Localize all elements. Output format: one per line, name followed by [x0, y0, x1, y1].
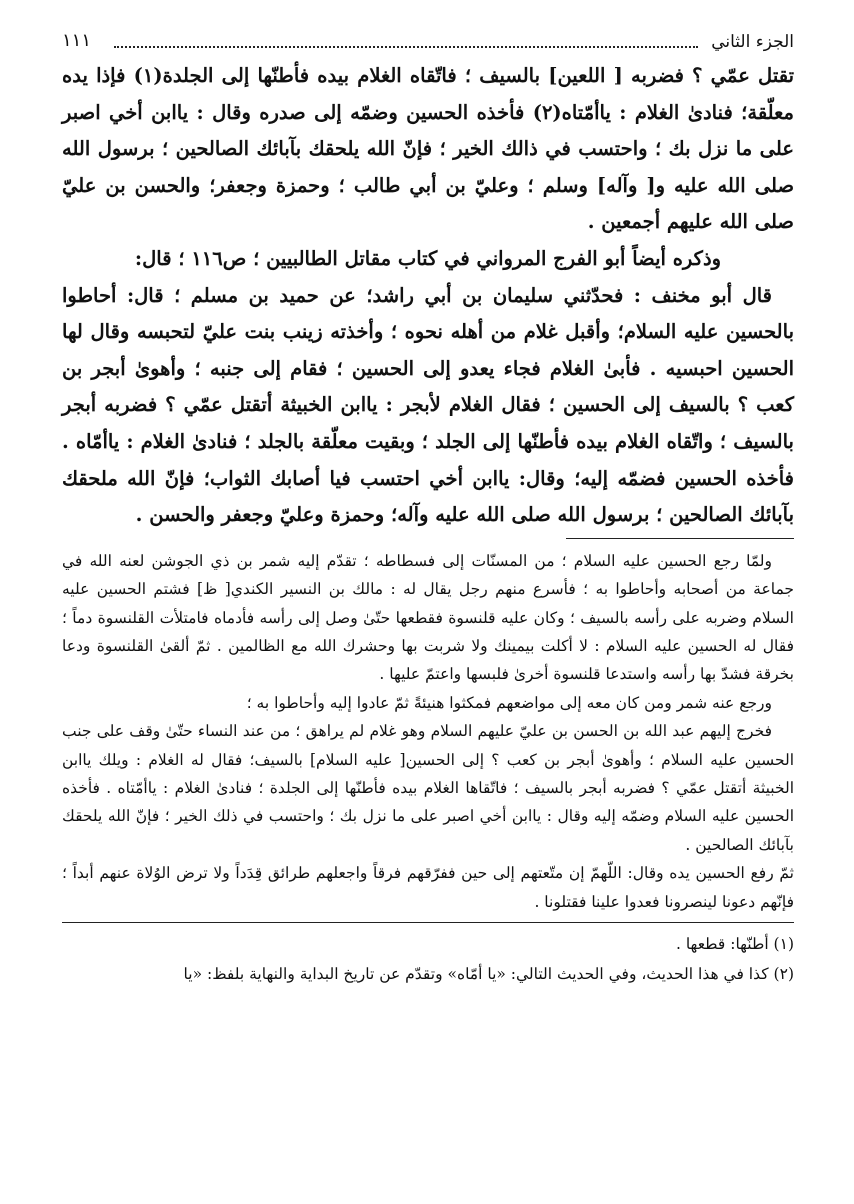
book-page — [62, 24, 794, 989]
note-paragraph-2: ورجع عنه شمر ومن كان معه إلى مواضعهم فمكثوا هنيئةً ثمّ عادوا إليه وأحاطوا به ؛ — [246, 693, 772, 712]
page-number: ١١١ — [62, 30, 92, 51]
main-paragraph-3: قال أبو مخنف : فحدّثني سليمان بن أبي راشد؛ عن حميد بن مسلم ؛ قال: أحاطوا بالحسين عليه السلام؛ وأقبل غلام من أهله نحوه ؛ وأخذته زينب بنت عليّ لتحبسه وقال لها الحسين احبسيه . فأبىٰ الغلام فجاء يعدو إلى الحسين ؛ فقام إلى جنبه ؛ وأهوىٰ أبجر بن كعب ؟ بالسيف إلى الحسين ؛ فقال الغلام لأبجر : ياابن الخبيثة أتقتل عمّي ؟ فضربه أبجر بالسيف ؛ واتّقاه الغلام بيده فأطنّها إلى الجلد ؛ وبقيت معلّقة بالجلد ؛ فنادىٰ الغلام : ياأمّاه . فأخذه الحسين فضمّه إليه؛ وقال: ياابن أخي احتسب فيا أصابك الثواب؛ فإنّ الله ملحقك بآبائك الصالحين ؛ برسول الله صلى الله عليه وآله؛ وحمزة وعليّ وجعفر والحسن . — [62, 283, 794, 527]
running-title: الجزء الثاني — [711, 32, 794, 52]
leader-dots — [114, 46, 698, 48]
footnotes — [62, 929, 794, 989]
footnote-2: (٢) كذا في هذا الحديث، وفي الحديث التالي: «يا أمّاه» وتقدّم عن تاريخ البداية والنهاية بلفظ: «يا — [183, 965, 794, 983]
footnote-1: (١) أطنّها: قطعها . — [675, 935, 794, 953]
main-text — [62, 58, 794, 534]
section-divider — [566, 538, 794, 539]
notes-block — [62, 547, 794, 916]
running-header — [62, 24, 794, 58]
note-paragraph-4: ثمّ رفع الحسين يده وقال: اللّهمّ إن متّعتهم إلى حين ففرّقهم فرقاً واجعلهم طرائق قِدَداً ولا ترض الوُلاة عنهم أبداً ؛ فإنّهم دعونا لينصرونا فعدوا علينا فقتلونا . — [62, 864, 794, 911]
note-paragraph-3: فخرج إليهم عبد الله بن الحسن بن عليّ عليهم السلام وهو غلام لم يراهق ؛ من عند النساء حتّىٰ وقف على جنب الحسين عليه السلام ؛ وأهوىٰ أبجر بن كعب ؟ إلى الحسين[ عليه السلام] بالسيف؛ فقال له الغلام : ويلك ياابن الخبيثة أتقتل عمّي ؟ فضربه أبجر بالسيف ؛ فاتّقاها الغلام بيده فأطنّها إلى الجلدة ؛ فنادىٰ الغلام : ياأمّتاه . فأخذه الحسين عليه السلام وضمّه إليه وقال : ياابن أخي اصبر على ما نزل بك ؛ واحتسب في ذلك الخير ؛ فإنّ الله يلحقك بآبائك الصالحين . — [62, 722, 794, 854]
note-paragraph-1: ولمّا رجع الحسين عليه السلام ؛ من المسنّات إلى فسطاطه ؛ تقدّم إليه شمر بن ذي الجوشن لعنه الله في جماعة من أصحابه وأحاطوا به ؛ فأسرع منهم رجل يقال له : مالك بن النسير الكندي[ ظ] فشتم الحسين عليه السلام وضربه على رأسه بالسيف ؛ وكان عليه قلنسوة فقطعها حتّىٰ وصل إلى رأسه فأدماه فامتلأت القلنسوة دماً ؛ فقال له الحسين عليه السلام : لا أكلت بيمينك ولا شربت بها وحشرك الله مع الظالمين . ثمّ ألقىٰ القلنسوة ودعا بخرقة فشدّ بها رأسه واستدعا قلنسوة أخرىٰ فلبسها واعتمّ عليها . — [62, 551, 794, 684]
footnote-divider — [62, 922, 794, 923]
main-paragraph-2: وذكره أيضاً أبو الفرج المرواني في كتاب مقاتل الطالبيين ؛ ص١١٦ ؛ قال: — [134, 246, 722, 270]
main-paragraph-1: تقتل عمّي ؟ فضربه [ اللعين] بالسيف ؛ فاتّقاه الغلام بيده فأطنّها إلى الجلدة(١) فإذا يده معلّقة؛ فنادىٰ الغلام : ياأمّتاه(٢) فأخذه الحسين وضمّه إلى صدره وقال : ياابن أخي اصبر على ما نزل بك ؛ واحتسب في ذالك الخير ؛ فإنّ الله يلحقك بآبائك الصالحين ؛ برسول الله صلى الله عليه و[ وآله] وسلم ؛ وعليّ بن أبي طالب ؛ وحمزة وجعفر؛ والحسن بن عليّ صلى الله عليهم أجمعين . — [62, 64, 794, 234]
